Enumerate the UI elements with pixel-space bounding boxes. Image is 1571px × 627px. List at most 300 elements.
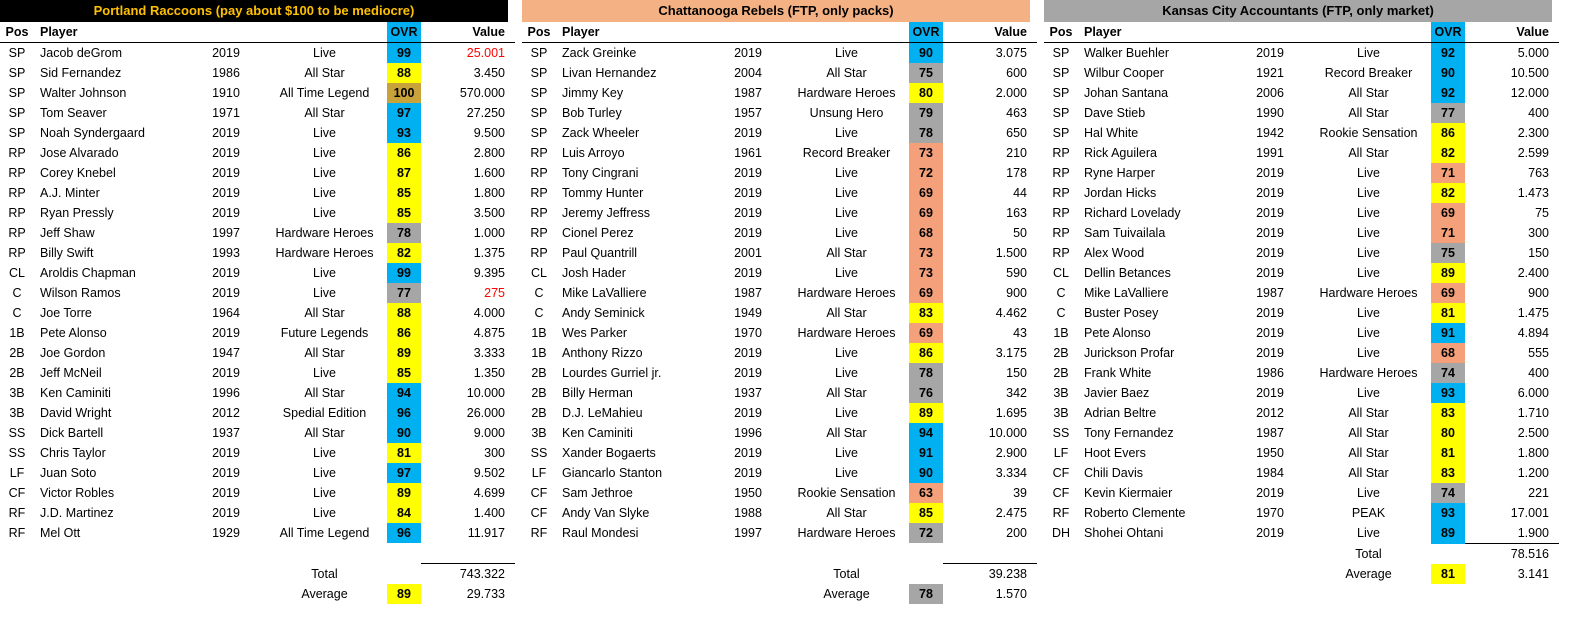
cell-player: Sam Jethroe [562,486,633,500]
cell-ovr: 100 [387,83,421,103]
table-row [1044,283,1559,303]
cell-year: 2019 [212,206,240,220]
cell-player: Dick Bartell [40,426,104,440]
cell-pos: C [12,286,22,300]
cell-pos: 2B [1053,346,1069,360]
cell-value: 3.175 [995,346,1027,360]
cell-ovr: 89 [1431,263,1465,283]
column-header-type [1306,22,1431,43]
cell-ovr: 90 [387,423,421,443]
cell-year: 2019 [1256,486,1284,500]
cell-ovr: 85 [909,503,943,523]
cell-ovr: 75 [1431,243,1465,263]
cell-player: Alex Wood [1084,246,1145,260]
average-label: Average [823,587,870,601]
table-row [0,503,515,523]
cell-pos: SP [530,86,548,100]
cell-pos: RP [8,146,26,160]
table-header-row [0,22,515,43]
cell-value: 1.900 [1517,526,1549,540]
cell-ovr: 82 [387,243,421,263]
cell-pos: 3B [531,426,547,440]
cell-player: Jurickson Profar [1084,346,1175,360]
cell-value: 200 [1006,526,1027,540]
cell-year: 2001 [734,246,762,260]
cell-ovr: 93 [1431,503,1465,523]
cell-year: 2019 [212,46,240,60]
cell-player: Dellin Betances [1084,266,1171,280]
cell-card-type: Live [1357,386,1380,400]
cell-ovr: 89 [909,403,943,423]
cell-player: Johan Santana [1084,86,1169,100]
column-header-year [1234,22,1306,43]
cell-card-type: Rookie Sensation [1319,126,1418,140]
cell-year: 2019 [212,486,240,500]
table-row [0,383,515,403]
table-row [522,523,1037,543]
cell-value: 2.500 [1517,426,1549,440]
cell-year: 2019 [212,366,240,380]
table-row [0,43,515,64]
table-row [522,183,1037,203]
cell-pos: RP [530,226,548,240]
cell-pos: C [12,306,22,320]
table-row [0,163,515,183]
cell-player: Tom Seaver [40,106,107,120]
cell-ovr: 92 [1431,43,1465,64]
cell-player: Pete Alonso [1084,326,1151,340]
table-row [522,163,1037,183]
cell-player: J.D. Martinez [40,506,114,520]
cell-value: 650 [1006,126,1027,140]
cell-year: 2019 [734,226,762,240]
cell-year: 2019 [1256,526,1284,541]
column-header-player: Player [556,22,712,43]
cell-pos: SP [530,46,548,60]
cell-value: 1.500 [995,246,1027,260]
table-row [522,323,1037,343]
cell-pos: CF [1052,466,1070,480]
cell-pos: DH [1051,526,1071,541]
cell-player: Walker Buehler [1084,46,1169,60]
cell-pos: CF [8,486,26,500]
cell-value: 2.475 [995,506,1027,520]
cell-ovr: 81 [1431,303,1465,323]
cell-year: 2019 [1256,206,1284,220]
cell-year: 2019 [212,326,240,340]
cell-year: 2019 [1256,46,1284,60]
cell-year: 2019 [212,446,240,460]
cell-year: 2012 [212,406,240,420]
cell-value: 1.473 [1517,186,1549,200]
cell-pos: 2B [9,366,25,380]
total-label: Total [833,566,860,581]
cell-player: Kevin Kiermaier [1084,486,1173,500]
cell-value: 600 [1006,66,1027,80]
cell-ovr: 72 [909,523,943,543]
cell-pos: SP [8,46,26,60]
table-row [1044,223,1559,243]
team-panel-kansas-city-accountants [1044,0,1552,627]
cell-value: 400 [1528,106,1549,120]
table-row [522,243,1037,263]
cell-ovr: 90 [909,463,943,483]
cell-player: Jordan Hicks [1084,186,1157,200]
table-row [1044,243,1559,263]
table-row [0,363,515,383]
cell-player: Tommy Hunter [562,186,644,200]
cell-card-type: All Star [826,506,867,520]
table-row [1044,83,1559,103]
cell-ovr: 93 [387,123,421,143]
cell-ovr: 73 [909,263,943,283]
cell-card-type: Rookie Sensation [797,486,896,500]
cell-player: Zack Wheeler [562,126,640,140]
cell-card-type: Live [1357,326,1380,340]
cell-pos: 1B [531,346,547,360]
cell-pos: SS [1052,426,1070,440]
cell-value: 1.695 [995,406,1027,420]
cell-pos: SP [530,106,548,120]
average-value: 3.141 [1517,567,1549,581]
cell-ovr: 74 [1431,483,1465,503]
table-row [1044,203,1559,223]
cell-ovr: 79 [909,103,943,123]
cell-card-type: All Star [304,306,345,320]
cell-year: 2019 [1256,386,1284,400]
cell-card-type: Live [1357,46,1380,60]
cell-player: Anthony Rizzo [562,346,643,360]
cell-pos: SS [8,446,26,460]
cell-player: Wes Parker [562,326,628,340]
cell-player: Dave Stieb [1084,106,1146,120]
column-header-year [190,22,262,43]
table-row [0,243,515,263]
cell-card-type: Live [1357,206,1380,220]
average-label: Average [1345,567,1392,581]
cell-value: 150 [1528,246,1549,260]
cell-value: 3.333 [473,346,505,360]
cell-pos: 3B [1053,406,1069,420]
cell-ovr: 93 [1431,383,1465,403]
cell-card-type: Live [835,446,858,460]
cell-card-type: Live [835,186,858,200]
column-header-value: Value [421,22,515,43]
cell-year: 1937 [734,386,762,400]
table-row [1044,163,1559,183]
cell-player: Wilson Ramos [40,286,121,300]
cell-value: 342 [1006,386,1027,400]
cell-value: 5.000 [1517,46,1549,60]
cell-card-type: Live [835,46,858,60]
cell-ovr: 87 [387,163,421,183]
cell-pos: RF [8,506,26,520]
cell-card-type: Live [313,186,336,200]
total-row [0,564,515,585]
totals-body-2 [1044,544,1559,585]
column-header-type [262,22,387,43]
cell-card-type: Live [313,266,336,280]
table-row [522,423,1037,443]
cell-player: A.J. Minter [40,186,100,200]
table-row [1044,343,1559,363]
cell-card-type: Live [313,206,336,220]
cell-value: 590 [1006,266,1027,280]
cell-value: 39 [1013,486,1027,500]
cell-card-type: Live [835,206,858,220]
cell-pos: SP [8,86,26,100]
cell-ovr: 80 [1431,423,1465,443]
team-title: Chattanooga Rebels (FTP, only packs) [522,0,1030,22]
cell-ovr: 97 [387,463,421,483]
cell-value: 10.000 [988,426,1027,440]
cell-pos: C [1056,306,1066,320]
cell-pos: RP [530,246,548,260]
cell-year: 1987 [734,86,762,100]
cell-value: 4.894 [1517,326,1549,340]
cell-ovr: 86 [387,143,421,163]
panel-divider-1 [508,0,522,627]
table-row [522,443,1037,463]
table-row [1044,483,1559,503]
cell-ovr: 88 [387,63,421,83]
cell-pos: RP [530,146,548,160]
cell-player: Pete Alonso [40,326,107,340]
table-row [0,183,515,203]
cell-value: 3.500 [473,206,505,220]
cell-player: Victor Robles [40,486,115,500]
table-row [1044,303,1559,323]
cell-card-type: Live [1357,486,1380,500]
cell-year: 1984 [1256,466,1284,480]
cell-year: 1987 [734,286,762,300]
cell-card-type: Live [835,266,858,280]
cell-pos: 1B [531,326,547,340]
cell-player: Mike LaValliere [1084,286,1169,300]
cell-value: 43 [1013,326,1027,340]
cell-player: Lourdes Gurriel jr. [562,366,662,380]
cell-value: 12.000 [1510,86,1549,100]
cell-player: Roberto Clemente [1084,506,1186,520]
cell-card-type: Unsung Hero [809,106,884,120]
cell-player: Ryne Harper [1084,166,1155,180]
table-row [0,303,515,323]
cell-card-type: Record Breaker [802,146,891,160]
cell-year: 1957 [734,106,762,120]
cell-card-type: All Star [826,426,867,440]
cell-year: 1937 [212,426,240,440]
column-header-value: Value [943,22,1037,43]
cell-value: 163 [1006,206,1027,220]
cell-year: 2019 [212,186,240,200]
cell-player: Josh Hader [562,266,626,280]
cell-year: 2019 [212,266,240,280]
table-row [0,463,515,483]
roster-body-2 [1044,43,1559,544]
cell-card-type: Live [835,166,858,180]
cell-value: 900 [1528,286,1549,300]
cell-pos: CF [1052,486,1070,500]
average-value: 1.570 [995,587,1027,601]
cell-value: 463 [1006,106,1027,120]
cell-card-type: Hardware Heroes [797,326,896,340]
cell-card-type: Hardware Heroes [797,86,896,100]
cell-player: Jimmy Key [562,86,624,100]
column-header-year [712,22,784,43]
cell-ovr: 72 [909,163,943,183]
table-row [522,383,1037,403]
cell-pos: 2B [9,346,25,360]
table-row [1044,183,1559,203]
cell-card-type: Spedial Edition [282,406,367,420]
cell-value: 1.710 [1517,406,1549,420]
cell-card-type: All Star [1348,406,1389,420]
cell-player: Chris Taylor [40,446,106,460]
cell-card-type: All Time Legend [279,526,370,540]
cell-ovr: 85 [387,203,421,223]
cell-ovr: 73 [909,143,943,163]
cell-pos: RF [530,526,548,540]
cell-player: Chili Davis [1084,466,1144,480]
cell-player: D.J. LeMahieu [562,406,643,420]
table-row [522,263,1037,283]
cell-year: 1997 [734,526,762,540]
cell-value: 150 [1006,366,1027,380]
totals-body-0 [0,543,515,604]
cell-card-type: Live [835,406,858,420]
cell-ovr: 69 [909,323,943,343]
table-row [522,43,1037,64]
cell-card-type: Live [313,286,336,300]
cell-player: Javier Baez [1084,386,1150,400]
cell-pos: RP [530,186,548,200]
cell-year: 2019 [1256,326,1284,340]
cell-pos: CL [531,266,547,280]
cell-pos: LF [1053,446,1069,460]
cell-ovr: 73 [909,243,943,263]
cell-card-type: Live [1357,346,1380,360]
table-row [522,303,1037,323]
cell-card-type: Hardware Heroes [1319,286,1418,300]
cell-card-type: Live [1357,186,1380,200]
cell-card-type: All Star [304,386,345,400]
cell-player: Sid Fernandez [40,66,122,80]
column-header-value: Value [1465,22,1559,43]
table-row [0,323,515,343]
cell-ovr: 85 [387,363,421,383]
cell-card-type: All Star [826,66,867,80]
cell-year: 1987 [1256,286,1284,300]
cell-ovr: 77 [1431,103,1465,123]
cell-card-type: All Star [304,106,345,120]
table-row [522,83,1037,103]
cell-player: Bob Turley [562,106,622,120]
cell-card-type: Live [1357,266,1380,280]
table-row [522,343,1037,363]
cell-card-type: All Star [304,66,345,80]
cell-value: 4.875 [473,326,505,340]
table-row [1044,323,1559,343]
cell-ovr: 91 [1431,323,1465,343]
cell-pos: SS [8,426,26,440]
cell-player: Joe Torre [40,306,92,320]
cell-ovr: 89 [387,483,421,503]
cell-year: 2019 [734,266,762,280]
cell-year: 2019 [1256,226,1284,240]
cell-ovr: 69 [909,283,943,303]
cell-year: 1971 [212,106,240,120]
column-header-player: Player [1078,22,1234,43]
cell-pos: RP [8,186,26,200]
cell-ovr: 91 [909,443,943,463]
cell-ovr: 81 [1431,443,1465,463]
cell-ovr: 90 [1431,63,1465,83]
cell-ovr: 69 [1431,283,1465,303]
table-row [1044,43,1559,64]
cell-value: 4.462 [995,306,1027,320]
cell-player: Luis Arroyo [562,146,625,160]
cell-card-type: All Star [1348,466,1389,480]
cell-year: 1990 [1256,106,1284,120]
cell-year: 2019 [212,166,240,180]
cell-player: Aroldis Chapman [40,266,136,280]
cell-ovr: 69 [1431,203,1465,223]
cell-value: 2.400 [1517,266,1549,280]
cell-value: 1.800 [1517,446,1549,460]
cell-year: 1991 [1256,146,1284,160]
table-row [0,63,515,83]
cell-pos: 1B [1053,326,1069,340]
cell-value: 300 [484,446,505,460]
cell-pos: CF [530,486,548,500]
roster-body-1 [522,43,1037,544]
cell-ovr: 86 [909,343,943,363]
cell-ovr: 77 [387,283,421,303]
cell-ovr: 83 [909,303,943,323]
cell-ovr: 99 [387,43,421,64]
cell-year: 1970 [1256,506,1284,520]
cell-card-type: All Star [826,306,867,320]
cell-pos: 2B [531,386,547,400]
cell-year: 2019 [734,166,762,180]
cell-card-type: All Star [304,426,345,440]
cell-year: 1949 [734,306,762,320]
cell-value: 300 [1528,226,1549,240]
cell-pos: CL [9,266,25,280]
cell-value: 27.250 [466,106,505,120]
cell-value: 2.300 [1517,126,1549,140]
cell-player: Raul Mondesi [562,526,639,540]
cell-ovr: 71 [1431,223,1465,243]
table-row [1044,123,1559,143]
cell-player: Walter Johnson [40,86,127,100]
table-row [0,403,515,423]
cell-pos: SP [1052,46,1070,60]
cell-year: 2019 [1256,186,1284,200]
cell-value: 275 [484,286,505,300]
cell-card-type: PEAK [1351,506,1386,520]
cell-ovr: 69 [909,203,943,223]
table-row [522,403,1037,423]
cell-card-type: Live [313,166,336,180]
cell-year: 1997 [212,226,240,240]
cell-player: Tony Fernandez [1084,426,1174,440]
cell-year: 2019 [734,366,762,380]
cell-value: 3.075 [995,46,1027,60]
cell-card-type: All Star [826,246,867,260]
cell-ovr: 84 [387,503,421,523]
column-header-ovr: OVR [387,22,421,43]
